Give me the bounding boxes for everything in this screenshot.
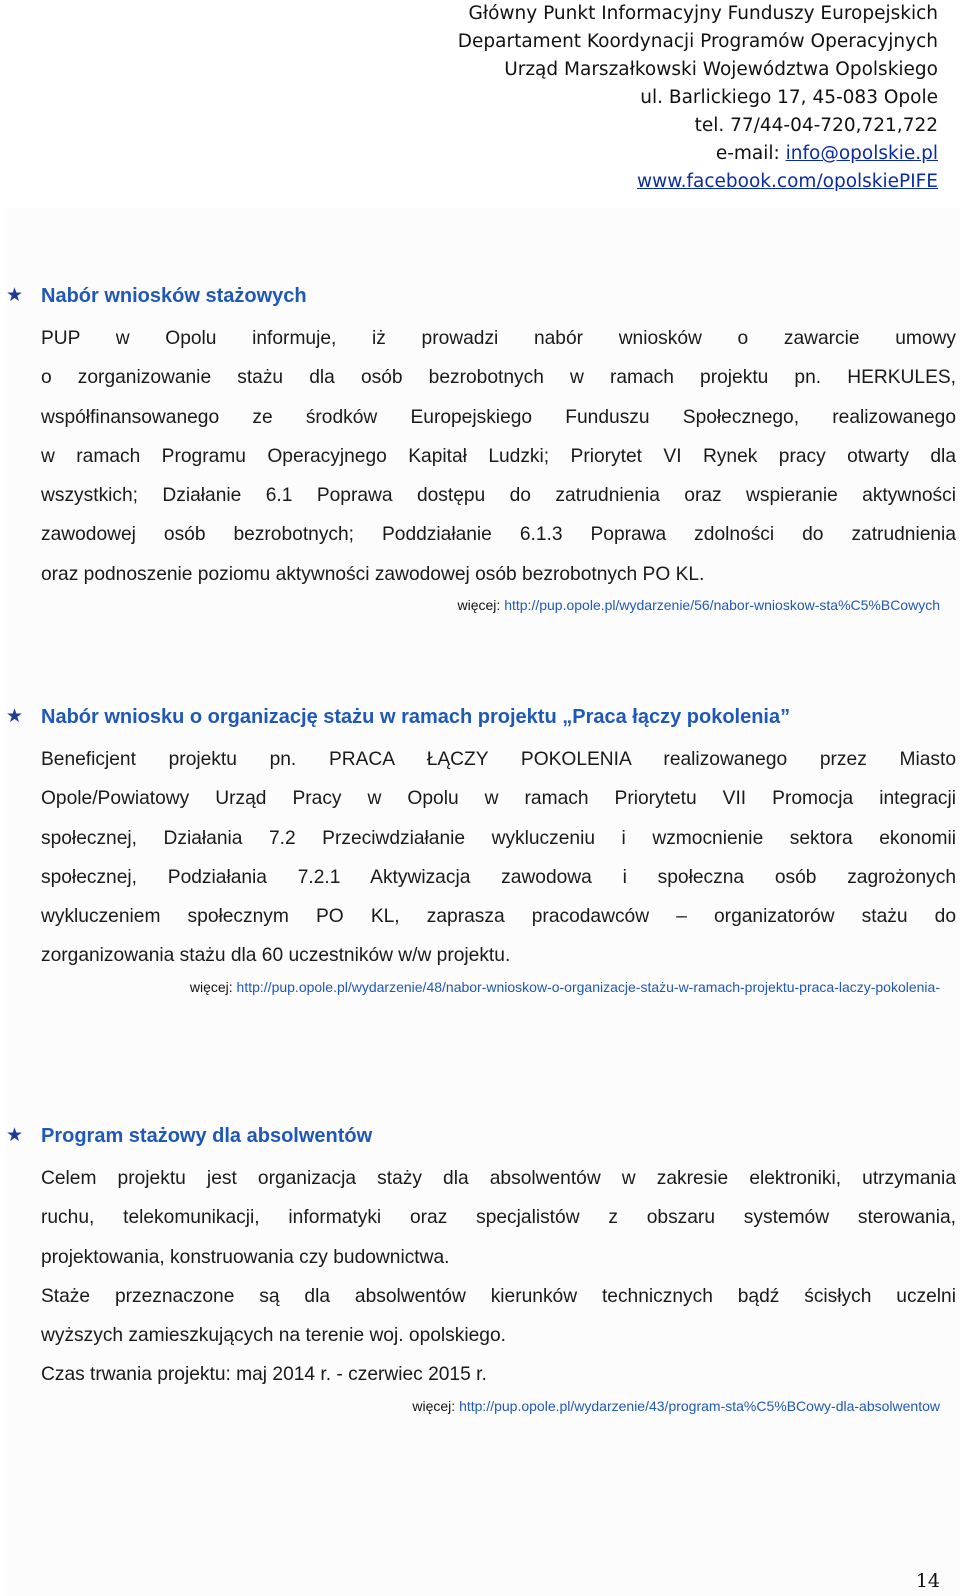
header-line-3: Urząd Marszałkowski Województwa Opolskiego xyxy=(504,59,938,80)
body-line: Celem projektu jest organizacja staży dla absolwentów w zakresie elektroniki, utrzymania xyxy=(41,1168,956,1189)
more-label: więcej: xyxy=(457,597,505,613)
header-line-2: Departament Koordynacji Programów Operacyjnych xyxy=(457,31,938,52)
body-line: oraz podnoszenie poziomu aktywności zawodowej osób bezrobotnych PO KL. xyxy=(41,563,705,585)
facebook-link[interactable]: www.facebook.com/opolskiePIFE xyxy=(636,171,938,192)
body-line: społecznej, Podziałania 7.2.1 Aktywizacja zawodowa i społeczna osób zagrożonych xyxy=(41,866,956,888)
body-line: Staże przeznaczone są dla absolwentów kierunków technicznych bądź ścisłych uczelni xyxy=(41,1285,956,1307)
email-link[interactable]: info@opolskie.pl xyxy=(785,143,938,164)
body-line: PUP w Opolu informuje, iż prowadzi nabór wniosków o zawarcie umowy xyxy=(41,328,956,349)
body-line: projektowania, konstruowania czy budownictwa. xyxy=(41,1246,450,1268)
header-phone: tel. 77/44-04-720,721,722 xyxy=(694,115,938,136)
more-link-line xyxy=(190,978,940,996)
body-line: ruchu, telekomunikacji, informatyki oraz specjalistów z obszaru systemów sterowania, xyxy=(41,1207,956,1229)
more-label: więcej: xyxy=(412,1398,460,1414)
body-line: wykluczeniem społecznym PO KL, zaprasza pracodawców – organizatorów stażu do xyxy=(41,906,956,928)
body-line: wyższych zamieszkujących na terenie woj. opolskiego. xyxy=(41,1325,506,1347)
header-address: ul. Barlickiego 17, 45-083 Opole xyxy=(640,87,938,108)
section-title: Program stażowy dla absolwentów xyxy=(41,1125,373,1147)
header-line-1: Główny Punkt Informacyjny Funduszy Europejskich xyxy=(468,3,938,24)
more-label: więcej: xyxy=(189,979,237,995)
section-body xyxy=(41,319,956,594)
body-line: o zorganizowanie stażu dla osób bezrobotnych w ramach projektu pn. HERKULES, xyxy=(41,367,956,389)
email-prefix: e-mail: xyxy=(715,143,786,164)
star-bullet-icon: ★ xyxy=(6,285,24,306)
more-url-link[interactable]: http://pup.opole.pl/wydarzenie/56/nabor-wnioskow-sta%C5%BCowych xyxy=(504,597,940,613)
body-line: Opole/Powiatowy Urząd Pracy w Opolu w ramach Priorytetu VII Promocja integracji xyxy=(41,788,956,810)
body-line: w ramach Programu Operacyjnego Kapitał Ludzki; Priorytet VI Rynek pracy otwarty dla xyxy=(41,445,956,467)
body-line: społecznej, Działania 7.2 Przeciwdziałanie wykluczeniu i wzmocnienie sektora ekonomii xyxy=(41,827,956,849)
header-facebook-line xyxy=(458,168,938,196)
more-link-line xyxy=(458,596,940,614)
contact-header xyxy=(458,0,938,196)
body-line: współfinansowanego ze środków Europejskiego Funduszu Społecznego, realizowanego xyxy=(41,406,956,428)
section-title: Nabór wniosku o organizację stażu w ramach projektu „Praca łączy pokolenia” xyxy=(41,706,791,728)
section-title: Nabór wniosków stażowych xyxy=(41,285,307,307)
more-url-link[interactable]: http://pup.opole.pl/wydarzenie/48/nabor-wnioskow-o-organizacje-stażu-w-ramach-projektu-praca-laczy-pokolenia- xyxy=(236,979,940,995)
star-bullet-icon: ★ xyxy=(6,1125,24,1146)
more-link-line xyxy=(412,1397,940,1415)
section-body xyxy=(41,1159,956,1395)
star-bullet-icon: ★ xyxy=(6,706,24,727)
body-line: zawodowej osób bezrobotnych; Poddziałanie 6.1.3 Poprawa zdolności do zatrudnienia xyxy=(41,524,956,546)
body-line: wszystkich; Działanie 6.1 Poprawa dostępu do zatrudnienia oraz wspieranie aktywności xyxy=(41,485,956,507)
body-line: Czas trwania projektu: maj 2014 r. - czerwiec 2015 r. xyxy=(41,1364,487,1386)
section-body xyxy=(41,740,956,976)
more-url-link[interactable]: http://pup.opole.pl/wydarzenie/43/program-sta%C5%BCowy-dla-absolwentow xyxy=(459,1398,940,1414)
header-email-line xyxy=(458,140,938,168)
body-line: Beneficjent projektu pn. PRACA ŁĄCZY POKOLENIA realizowanego przez Miasto xyxy=(41,749,956,770)
body-line: zorganizowania stażu dla 60 uczestników w/w projektu. xyxy=(41,945,511,967)
page-number: 14 xyxy=(915,1570,940,1592)
